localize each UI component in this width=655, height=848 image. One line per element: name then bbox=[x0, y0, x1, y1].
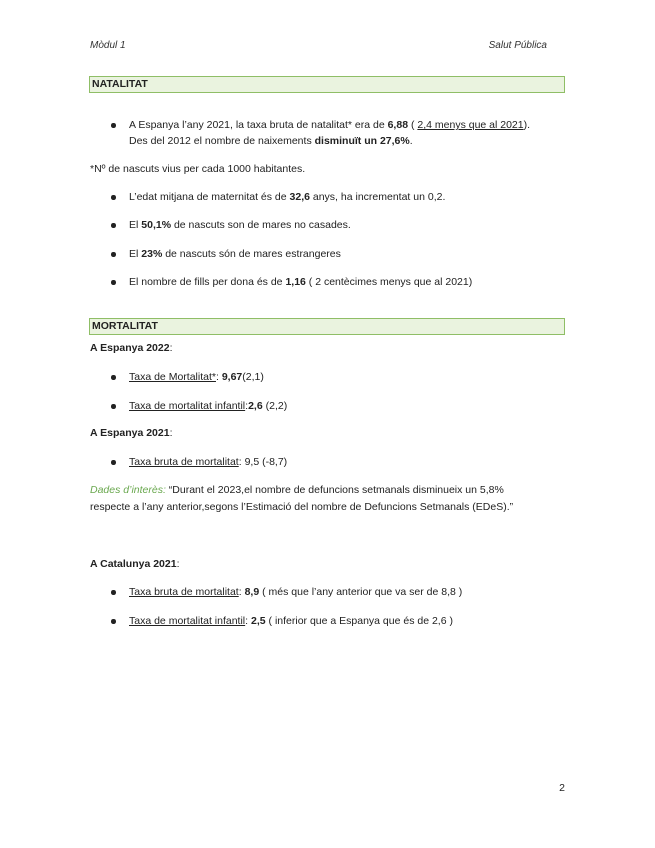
bullet-icon bbox=[111, 460, 116, 465]
bullet-icon bbox=[111, 619, 116, 624]
bullet-icon bbox=[111, 123, 116, 128]
page-number: 2 bbox=[559, 782, 565, 794]
births-decrease-line bbox=[129, 134, 413, 148]
crude-mortality-link[interactable]: Taxa bruta de mortalitat bbox=[129, 456, 239, 468]
text: de nascuts son de mares no casades. bbox=[171, 219, 351, 231]
text: “Durant el 2023,el nombre de defuncions setmanals disminueix un 5,8% bbox=[165, 484, 504, 496]
header-subject: Salut Pública bbox=[488, 40, 547, 51]
text: anys, ha incrementat un 0,2. bbox=[309, 191, 446, 203]
interest-data-line1 bbox=[90, 483, 504, 497]
catalonia-crude-mortality-line bbox=[129, 585, 462, 599]
text: : bbox=[169, 427, 173, 439]
bullet-icon bbox=[111, 375, 116, 380]
text: : bbox=[245, 400, 249, 412]
text: . bbox=[409, 135, 413, 147]
text: : bbox=[245, 615, 251, 627]
bullet-icon bbox=[111, 223, 116, 228]
mortality-rate-link[interactable]: Taxa de Mortalitat* bbox=[129, 371, 216, 383]
natality-footnote: *Nº de nascuts vius per cada 1000 habitantes. bbox=[90, 163, 306, 175]
text: : bbox=[176, 558, 180, 570]
infant-mortality-link[interactable]: Taxa de mortalitat infantil bbox=[129, 400, 246, 412]
natality-comparison-link[interactable]: 2,4 menys que al 2021 bbox=[417, 119, 524, 131]
catalonia-crude-mortality-link[interactable]: Taxa bruta de mortalitat bbox=[129, 586, 239, 598]
infant-mortality-value: 2,6 bbox=[248, 400, 263, 412]
text: El nombre de fills per dona és de bbox=[129, 276, 286, 288]
text: : bbox=[215, 371, 222, 383]
catalonia-infant-mortality-value: 2,5 bbox=[251, 615, 266, 627]
foreign-mothers-line bbox=[129, 247, 341, 261]
text: de nascuts són de mares estrangeres bbox=[162, 248, 341, 260]
text: ( inferior que a Espanya que és de 2,6 ) bbox=[265, 615, 453, 627]
header-module: Mòdul 1 bbox=[90, 40, 126, 51]
text: El bbox=[129, 219, 142, 231]
text: L’edat mitjana de maternitat és de bbox=[129, 191, 290, 203]
bullet-icon bbox=[111, 590, 116, 595]
bullet-icon bbox=[111, 252, 116, 257]
maternity-age-value: 32,6 bbox=[289, 191, 310, 203]
section-title-mortalitat: MORTALITAT bbox=[89, 318, 565, 335]
text: A Catalunya 2021 bbox=[90, 558, 177, 570]
text: A Espanya l’any 2021, la taxa bruta de natalitat* era de bbox=[129, 119, 388, 131]
catalonia-infant-mortality-link[interactable]: Taxa de mortalitat infantil bbox=[129, 615, 246, 627]
fertility-rate-value: 1,16 bbox=[285, 276, 306, 288]
maternity-age-line bbox=[129, 190, 445, 204]
foreign-mothers-value: 23% bbox=[141, 248, 163, 260]
unmarried-mothers-value: 50,1% bbox=[141, 219, 172, 231]
text: A Espanya 2021 bbox=[90, 427, 170, 439]
text: : 9,5 (-8,7) bbox=[238, 456, 288, 468]
section-title-natalitat: NATALITAT bbox=[89, 76, 565, 93]
fertility-rate-line bbox=[129, 275, 472, 289]
births-decrease-value: disminuït un 27,6% bbox=[314, 135, 410, 147]
crude-mortality-2021-line bbox=[129, 455, 287, 469]
infant-mortality-2022-line bbox=[129, 399, 287, 413]
spain-2021-heading bbox=[90, 426, 173, 440]
text: ( bbox=[408, 119, 418, 131]
text: ). bbox=[523, 119, 531, 131]
mortality-rate-value: 9,67 bbox=[221, 371, 243, 383]
mortality-rate-2022-line bbox=[129, 370, 264, 384]
interest-data-line2: respecte a l’any anterior,segons l’Estimació del nombre de Defuncions Setmanals (EDeS).” bbox=[90, 501, 514, 513]
natality-rate-value: 6,88 bbox=[387, 119, 409, 131]
interest-data-label: Dades d’interès: bbox=[90, 484, 166, 496]
text: : bbox=[238, 586, 245, 598]
bullet-icon bbox=[111, 280, 116, 285]
text: El bbox=[129, 248, 142, 260]
bullet-icon bbox=[111, 404, 116, 409]
text: A Espanya 2022 bbox=[90, 342, 170, 354]
natality-rate-line bbox=[129, 118, 530, 132]
text: ( 2 centècimes menys que al 2021) bbox=[305, 276, 473, 288]
bullet-icon bbox=[111, 195, 116, 200]
spain-2022-heading bbox=[90, 341, 173, 355]
text: Des del 2012 el nombre de naixements bbox=[129, 135, 315, 147]
catalonia-infant-mortality-line bbox=[129, 614, 453, 628]
catalonia-crude-mortality-value: 8,9 bbox=[244, 586, 260, 598]
text: (2,1) bbox=[242, 371, 264, 383]
text: (2,2) bbox=[262, 400, 288, 412]
text: ( més que l’any anterior que va ser de 8,8 ) bbox=[259, 586, 463, 598]
unmarried-mothers-line bbox=[129, 218, 351, 232]
text: : bbox=[169, 342, 173, 354]
catalonia-2021-heading bbox=[90, 557, 180, 571]
